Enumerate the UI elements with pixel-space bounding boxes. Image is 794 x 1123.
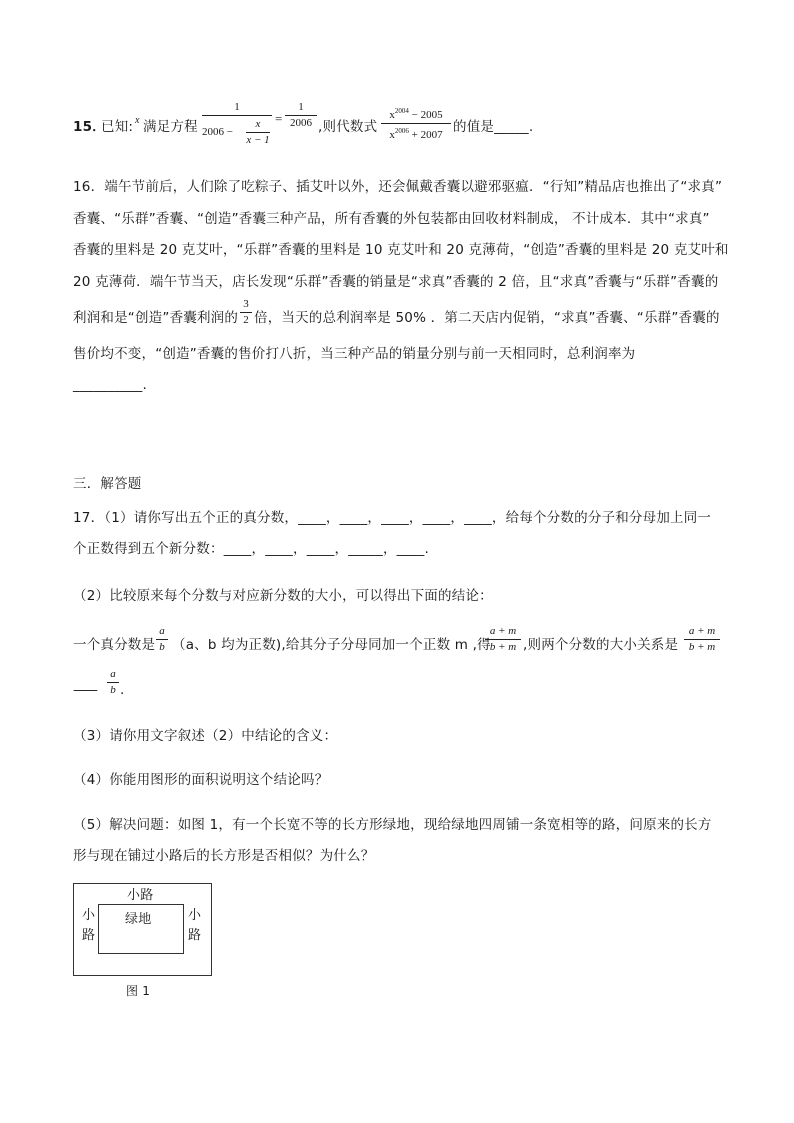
q16-line-3: 香囊的里料是 20 克艾叶，“乐群”香囊的里料是 10 克艾叶和 20 克薄荷，“创造”香囊的里料是 20 克艾叶和 <box>73 242 729 258</box>
q17-p2-line-a: 一个真分数是 <box>73 637 156 653</box>
q17-part-1-line-1: 17．（1）请你写出五个正的真分数，____，____，____，____，____，给每个分数的分子和分母加上同一 <box>73 510 712 526</box>
q17-frac-b: b <box>159 641 165 653</box>
q17-fraction-a-b <box>156 625 168 654</box>
q17-frac-am-2: a + m <box>688 625 716 637</box>
q17-frac-bm: b + m <box>489 641 517 653</box>
q17-frac-am: a + m <box>489 625 517 637</box>
figure-label-left-1: 小 <box>82 908 96 923</box>
figure-label-left-2: 路 <box>82 928 96 943</box>
q16-line-4: 20 克薄荷．端午节当天，店长发现“乐群”香囊的销量是“求真”香囊的 2 倍，且“求真”香囊与“乐群”香囊的 <box>73 274 719 290</box>
figure-label-top: 小路 <box>127 888 154 903</box>
q17-frac-a: a <box>159 625 165 637</box>
q17-p2-line-c: ,则两个分数的大小关系是 <box>523 637 679 653</box>
q17-part-4: （4）你能用图形的面积说明这个结论吗？ <box>73 772 329 788</box>
figure-label-center: 绿地 <box>125 912 152 927</box>
q17-fraction-a-b-2 <box>107 668 119 697</box>
q17-fraction-am-bm <box>485 625 521 654</box>
q17-p2-tail-end: . <box>120 682 125 698</box>
q15-equals: = <box>275 111 283 126</box>
q15-expr-fraction <box>381 105 451 142</box>
q15-number: 15． <box>73 119 106 135</box>
q17-part-5-line-2: 形与现在铺过小路后的长方形是否相似？为什么？ <box>73 848 375 864</box>
figure-caption: 图 1 <box>126 984 151 998</box>
q15-inner-numerator: x <box>255 118 261 130</box>
q16-line-6: 售价均不变，“创造”香囊的售价打八折，当三种产品的销量分别与前一天相同时，总利润率为 <box>73 346 636 362</box>
q15-var-x: x <box>135 115 140 126</box>
figure-label-right-2: 路 <box>188 928 202 943</box>
q16-fraction-3-2 <box>240 298 252 327</box>
q15-expr-den-exp: 2006 <box>394 127 409 135</box>
q17-frac-a-2: a <box>110 668 116 680</box>
q15-text-c: ,则代数式 <box>318 119 378 135</box>
q17-p2-line-b: （a、b 均为正数),给其分子分母同加一个正数 m ,得 <box>172 637 491 653</box>
q15-lhs-den-a: 2006 − <box>202 126 233 138</box>
q16-frac-numerator: 3 <box>243 298 249 310</box>
q17-frac-b-2: b <box>110 684 116 696</box>
q16-line-1: 16．端午节前后，人们除了吃粽子、插艾叶以外，还会佩戴香囊以避邪驱瘟．“行知”精品店也推出了“求真” <box>73 179 723 195</box>
q15-text-a: 已知: <box>101 119 134 135</box>
q15-expr-den-base: x <box>389 129 395 141</box>
q15-inner-denominator: x − 1 <box>246 134 270 146</box>
q17-part-5-line-1: （5）解决问题：如图 1，有一个长宽不等的长方形绿地，现给绿地四周铺一条宽相等的路，问原来的长方 <box>73 817 712 833</box>
q16-line-5-a: 利润和是“创造”香囊利润的 <box>73 310 239 326</box>
q16-line-5-b: 倍，当天的总利润率是 50% ．第二天店内促销，“求真”香囊、“乐群”香囊的 <box>254 310 720 326</box>
q17-part-3: （3）请你用文字叙述（2）中结论的含义： <box>73 728 338 744</box>
q15-rhs-numerator: 1 <box>298 101 304 113</box>
q15-lhs-fraction <box>202 101 272 117</box>
q17-fraction-am-bm-2 <box>684 625 720 654</box>
q16-line-2: 香囊、“乐群”香囊、“创造”香囊三种产品，所有香囊的外包装都由回收材料制成， 不计成本．其中“求真” <box>73 211 710 227</box>
section-heading-3: 三．解答题 <box>73 476 142 492</box>
q15-rhs-denominator: 2006 <box>290 117 312 129</box>
figure-label-right-1: 小 <box>188 908 202 923</box>
q16-line-7: __________. <box>73 377 147 393</box>
q15-lhs-numerator: 1 <box>234 101 240 113</box>
q17-part-2: （2）比较原来每个分数与对应新分数的大小，可以得出下面的结论： <box>73 588 493 604</box>
q15-text-d: 的值是_____. <box>453 119 534 135</box>
q15-inner-fraction <box>246 118 270 147</box>
q15-expr-num-tail: − 2005 <box>408 109 443 121</box>
q16-frac-denominator: 2 <box>243 314 249 326</box>
q15-expr-den-tail: + 2007 <box>408 129 443 141</box>
q17-p2-blank: —— <box>73 682 96 698</box>
q17-part-1-line-2: 个正数得到五个新分数：____，____，____，_____，____. <box>73 541 429 557</box>
q15-expr-num-base: x <box>389 109 395 121</box>
q15-expr-num-exp: 2004 <box>394 107 409 115</box>
q17-frac-bm-2: b + m <box>688 641 716 653</box>
q15-text-b: 满足方程 <box>143 119 198 135</box>
q15-rhs-fraction <box>285 101 317 130</box>
